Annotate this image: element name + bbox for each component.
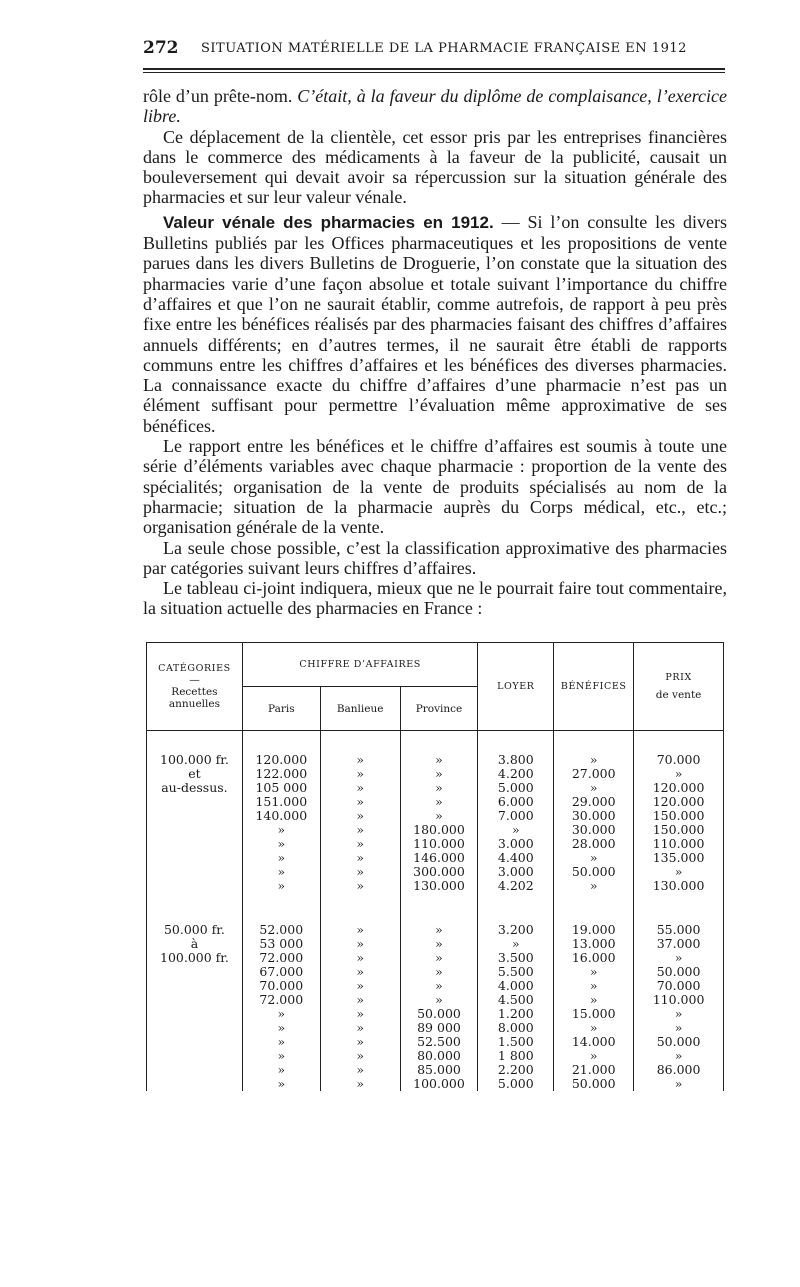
cell-banlieue: » [320, 1063, 400, 1077]
table-row [147, 1035, 724, 1049]
cell-benefices: 13.000 [554, 937, 634, 951]
cell-loyer: 1 800 [478, 1049, 554, 1063]
cell-banlieue: » [320, 1007, 400, 1021]
table-row [147, 781, 724, 795]
cell-banlieue: » [320, 879, 400, 893]
table-row [147, 851, 724, 865]
cell-benefices: 28.000 [554, 837, 634, 851]
cell-benefices: 30.000 [554, 809, 634, 823]
spacer-cell [554, 893, 634, 923]
cell-prix: 37.000 [634, 937, 724, 951]
cell-province: » [400, 795, 478, 809]
cell-province: » [400, 965, 478, 979]
cell-paris: 140.000 [242, 809, 320, 823]
cell-loyer: 4.200 [478, 767, 554, 781]
table-row [147, 993, 724, 1007]
cell-banlieue: » [320, 1049, 400, 1063]
cell-paris: » [242, 865, 320, 879]
cell-paris: » [242, 1063, 320, 1077]
cell-prix: » [634, 767, 724, 781]
cell-benefices: » [554, 1049, 634, 1063]
cell-paris: 72.000 [242, 951, 320, 965]
pharmacy-value-table [146, 642, 724, 1091]
cell-province: » [400, 979, 478, 993]
spacer-cell [478, 893, 554, 923]
table-row [147, 965, 724, 979]
header-de-vente: de vente [655, 689, 702, 701]
section-heading: Valeur vénale des pharmacies en 1912. [163, 212, 494, 232]
cell-province: 85.000 [400, 1063, 478, 1077]
paragraph-6: Le tableau ci-joint indiquera, mieux que ne le pourrait faire tout commentaire, la situation actuelle des pharmacies en France : [143, 578, 727, 619]
cell-province: » [400, 767, 478, 781]
header-annuelles: annuelles [168, 698, 220, 710]
header-loyer: LOYER [478, 643, 554, 731]
cell-province: 300.000 [400, 865, 478, 879]
cell-loyer: » [478, 937, 554, 951]
table-row [147, 979, 724, 993]
cell-paris: » [242, 1049, 320, 1063]
spacer-cell [242, 731, 320, 754]
cell-prix: 110.000 [634, 993, 724, 1007]
cell-province: » [400, 923, 478, 937]
table-row [147, 1063, 724, 1077]
cell-cat [147, 837, 243, 851]
cell-cat: 100.000 fr. [147, 753, 243, 767]
spacer-cell [634, 731, 724, 754]
cell-cat: 100.000 fr. [147, 951, 243, 965]
cell-province: 180.000 [400, 823, 478, 837]
cell-loyer: 6.000 [478, 795, 554, 809]
cell-paris: » [242, 1007, 320, 1021]
cell-benefices: 27.000 [554, 767, 634, 781]
table-row [147, 767, 724, 781]
cell-benefices: » [554, 965, 634, 979]
cell-paris: 151.000 [242, 795, 320, 809]
cell-cat [147, 1007, 243, 1021]
cell-prix: 55.000 [634, 923, 724, 937]
cell-cat [147, 965, 243, 979]
cell-banlieue: » [320, 923, 400, 937]
cell-banlieue: » [320, 993, 400, 1007]
cell-banlieue: » [320, 753, 400, 767]
cell-cat [147, 1063, 243, 1077]
table-row [147, 923, 724, 937]
cell-banlieue: » [320, 865, 400, 879]
cell-prix: 120.000 [634, 781, 724, 795]
table-row [147, 823, 724, 837]
cell-banlieue: » [320, 795, 400, 809]
cell-cat [147, 823, 243, 837]
cell-prix: » [634, 1077, 724, 1091]
body-text [143, 86, 727, 619]
cell-loyer: 8.000 [478, 1021, 554, 1035]
cell-paris: 120.000 [242, 753, 320, 767]
header-paris: Paris [242, 687, 320, 731]
paragraph-2: Ce déplacement de la clientèle, cet essor pris par les entreprises financières dans le commerce des médicaments à la faveur de la publicité, causait un bouleversement qui devait avoir sa répercussion sur la situation générale des pharmacies et sur leur valeur vénale. [143, 126, 727, 208]
header-categories [147, 643, 243, 731]
spacer-cell [242, 893, 320, 923]
cell-loyer: 3.000 [478, 865, 554, 879]
cell-prix: 110.000 [634, 837, 724, 851]
cell-benefices: 14.000 [554, 1035, 634, 1049]
cell-cat [147, 979, 243, 993]
cell-cat [147, 1021, 243, 1035]
cell-loyer: 1.500 [478, 1035, 554, 1049]
paragraph-3-text: — Si l’on consulte les divers Bulletins publiés par les Offices pharmaceutiques et les propositions de vente parues dans les divers Bulletins de Droguerie, l’on constate que la situation des pharmacies varie d’une façon absolue et totale suivant l’importance du chiffre d’affaires et que l’on ne saurait établir, comme autrefois, de rapport à peu près fixe entre les bénéfices réalisés par des pharmacies faisant des chiffres d’affaires annuels différents; en d’autres termes, il ne saurait être établi de rapports communs entre les chiffres d’affaires et les bénéfices des diverses pharmacies. La connaissance exacte du chiffre d’affaires d’une pharmacie n’est pas un élément suffisant pour permettre l’évaluation même approximative de ses bénéfices. [143, 211, 727, 436]
paragraph-1-italic: C’était, à la faveur du diplôme de complaisance, l’exercice libre. [143, 86, 728, 127]
cell-province: » [400, 809, 478, 823]
spacer-cell [147, 731, 243, 754]
cell-prix: » [634, 1007, 724, 1021]
spacer-cell [400, 731, 478, 754]
cell-loyer: 5.500 [478, 965, 554, 979]
cell-province: » [400, 993, 478, 1007]
cell-cat: à [147, 937, 243, 951]
cell-loyer: 5.000 [478, 1077, 554, 1091]
table-row [147, 1021, 724, 1035]
cell-paris: 67.000 [242, 965, 320, 979]
paragraph-3 [143, 212, 727, 436]
cell-cat [147, 993, 243, 1007]
header-chiffre-affaires: CHIFFRE D’AFFAIRES [242, 643, 478, 687]
cell-cat [147, 1049, 243, 1063]
cell-prix: » [634, 1021, 724, 1035]
cell-benefices: 15.000 [554, 1007, 634, 1021]
cell-benefices: 50.000 [554, 1077, 634, 1091]
cell-prix: 50.000 [634, 1035, 724, 1049]
cell-banlieue: » [320, 937, 400, 951]
cell-cat [147, 879, 243, 893]
cell-cat [147, 809, 243, 823]
table-row [147, 865, 724, 879]
cell-banlieue: » [320, 979, 400, 993]
cell-cat: 50.000 fr. [147, 923, 243, 937]
cell-paris: 53 000 [242, 937, 320, 951]
table-row [147, 809, 724, 823]
cell-benefices: » [554, 979, 634, 993]
table-row [147, 1077, 724, 1091]
cell-benefices: 21.000 [554, 1063, 634, 1077]
cell-prix: 150.000 [634, 809, 724, 823]
cell-benefices: » [554, 781, 634, 795]
cell-prix: » [634, 865, 724, 879]
cell-prix: » [634, 1049, 724, 1063]
header-banlieue: Banlieue [320, 687, 400, 731]
spacer-cell [478, 731, 554, 754]
cell-province: 110.000 [400, 837, 478, 851]
cell-banlieue: » [320, 781, 400, 795]
cell-loyer: 3.000 [478, 837, 554, 851]
cell-benefices: 19.000 [554, 923, 634, 937]
cell-province: » [400, 753, 478, 767]
page-number: 272 [143, 38, 179, 58]
cell-loyer: 1.200 [478, 1007, 554, 1021]
cell-benefices: 29.000 [554, 795, 634, 809]
cell-paris: » [242, 1021, 320, 1035]
paragraph-4: Le rapport entre les bénéfices et le chiffre d’affaires est soumis à toute une série d’éléments variables avec chaque pharmacie : proportion de la vente des spécialités; organisation de la vente de produits spécialisés au nom de la pharmacie; situation de la pharmacie auprès du Corps médical, etc., etc.; organisation générale de la vente. [143, 436, 727, 538]
cell-loyer: 4.500 [478, 993, 554, 1007]
table-row [147, 879, 724, 893]
running-header [143, 38, 725, 60]
cell-province: 89 000 [400, 1021, 478, 1035]
cell-province: » [400, 937, 478, 951]
cell-prix: 150.000 [634, 823, 724, 837]
cell-banlieue: » [320, 851, 400, 865]
cell-loyer: » [478, 823, 554, 837]
header-prix-label: PRIX [665, 672, 692, 683]
header-categories-label: CATÉGORIES [158, 663, 231, 674]
cell-benefices: » [554, 1021, 634, 1035]
table-row [147, 1007, 724, 1021]
cell-paris: » [242, 823, 320, 837]
cell-prix: 50.000 [634, 965, 724, 979]
cell-loyer: 4.000 [478, 979, 554, 993]
cell-paris: 70.000 [242, 979, 320, 993]
header-recettes: Recettes [171, 686, 218, 698]
cell-cat [147, 1077, 243, 1091]
cell-cat [147, 1035, 243, 1049]
table-row [147, 1049, 724, 1063]
header-rule [143, 68, 725, 70]
cell-prix: 70.000 [634, 979, 724, 993]
spacer-cell [400, 893, 478, 923]
cell-banlieue: » [320, 965, 400, 979]
cell-prix: 120.000 [634, 795, 724, 809]
cell-benefices: » [554, 993, 634, 1007]
cell-cat [147, 851, 243, 865]
cell-banlieue: » [320, 809, 400, 823]
header-benefices: BÉNÉFICES [554, 643, 634, 731]
table-row [147, 837, 724, 851]
cell-banlieue: » [320, 823, 400, 837]
cell-loyer: 2.200 [478, 1063, 554, 1077]
cell-benefices: 30.000 [554, 823, 634, 837]
paragraph-5: La seule chose possible, c’est la classification approximative des pharmacies par catégories suivant leurs chiffres d’affaires. [143, 537, 727, 578]
running-title: SITUATION MATÉRIELLE DE LA PHARMACIE FRANÇAISE EN 1912 [201, 41, 687, 56]
cell-province: 80.000 [400, 1049, 478, 1063]
cell-loyer: 3.800 [478, 753, 554, 767]
cell-province: » [400, 781, 478, 795]
cell-loyer: 5.000 [478, 781, 554, 795]
cell-benefices: » [554, 879, 634, 893]
header-province: Province [400, 687, 478, 731]
group-spacer [147, 731, 724, 754]
cell-prix: 86.000 [634, 1063, 724, 1077]
cell-banlieue: » [320, 1035, 400, 1049]
paragraph-1 [143, 86, 727, 127]
header-rule-thin [143, 72, 725, 73]
table-row [147, 753, 724, 767]
cell-cat: au-dessus. [147, 781, 243, 795]
table-body [147, 731, 724, 1092]
cell-banlieue: » [320, 1077, 400, 1091]
table-row [147, 795, 724, 809]
cell-province: 146.000 [400, 851, 478, 865]
pharmacy-table-container [146, 642, 724, 1115]
cell-prix: 135.000 [634, 851, 724, 865]
spacer-cell [320, 893, 400, 923]
cell-loyer: 7.000 [478, 809, 554, 823]
cell-paris: » [242, 851, 320, 865]
spacer-cell [320, 731, 400, 754]
cell-cat [147, 795, 243, 809]
cell-paris: 52.000 [242, 923, 320, 937]
cell-loyer: 3.500 [478, 951, 554, 965]
cell-prix: » [634, 951, 724, 965]
cell-loyer: 4.202 [478, 879, 554, 893]
cell-loyer: 4.400 [478, 851, 554, 865]
cell-province: 52.500 [400, 1035, 478, 1049]
cell-paris: 72.000 [242, 993, 320, 1007]
cell-loyer: 3.200 [478, 923, 554, 937]
paragraph-1-plain: rôle d’un prête-nom. [143, 86, 298, 106]
cell-province: 130.000 [400, 879, 478, 893]
cell-cat [147, 865, 243, 879]
cell-paris: » [242, 1077, 320, 1091]
cell-banlieue: » [320, 1021, 400, 1035]
header-dash: — [189, 674, 200, 686]
cell-province: 100.000 [400, 1077, 478, 1091]
group-spacer [147, 893, 724, 923]
table-row [147, 951, 724, 965]
cell-banlieue: » [320, 951, 400, 965]
cell-cat: et [147, 767, 243, 781]
spacer-cell [634, 893, 724, 923]
cell-province: 50.000 [400, 1007, 478, 1021]
table-row [147, 937, 724, 951]
cell-paris: 105 000 [242, 781, 320, 795]
cell-benefices: 50.000 [554, 865, 634, 879]
spacer-cell [147, 893, 243, 923]
cell-paris: » [242, 879, 320, 893]
cell-prix: 70.000 [634, 753, 724, 767]
cell-paris: » [242, 1035, 320, 1049]
cell-paris: » [242, 837, 320, 851]
cell-benefices: 16.000 [554, 951, 634, 965]
cell-banlieue: » [320, 837, 400, 851]
cell-province: » [400, 951, 478, 965]
cell-paris: 122.000 [242, 767, 320, 781]
cell-benefices: » [554, 851, 634, 865]
cell-banlieue: » [320, 767, 400, 781]
header-prix [634, 643, 724, 731]
cell-benefices: » [554, 753, 634, 767]
spacer-cell [554, 731, 634, 754]
cell-prix: 130.000 [634, 879, 724, 893]
